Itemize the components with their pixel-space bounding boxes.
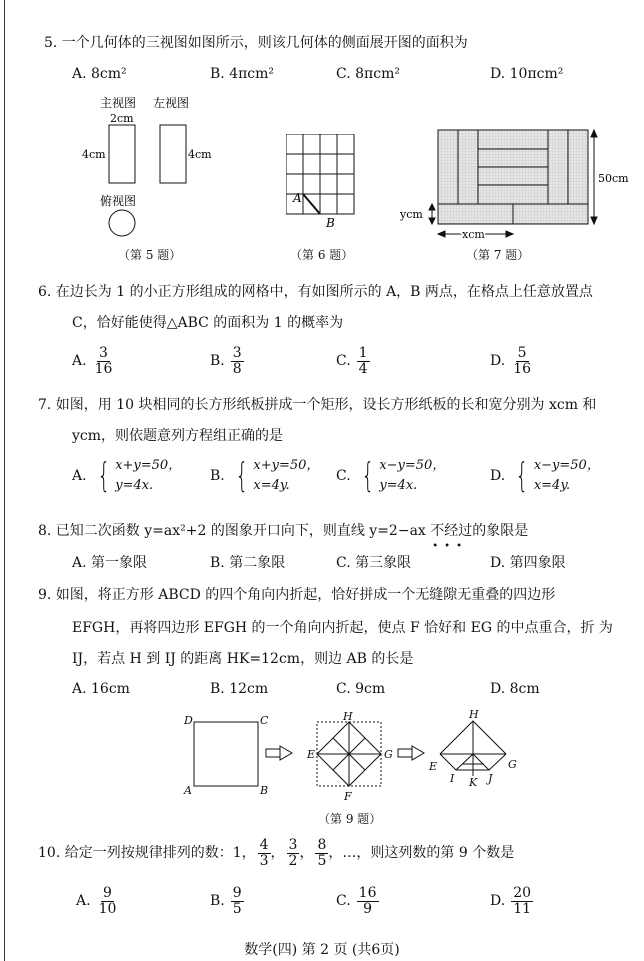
svg-text:K: K — [469, 776, 478, 789]
q9-option-b[interactable]: B. 12cm — [210, 681, 269, 697]
point-a-label: A — [293, 191, 302, 205]
q7-rectangle-figure — [396, 124, 636, 244]
svg-text:A: A — [184, 784, 192, 797]
q9-option-c[interactable]: C. 9cm — [336, 681, 386, 697]
left-view-label: 左视图 — [153, 96, 190, 110]
q10-option-a[interactable]: A. $\frac{9}{10}$ — [76, 885, 117, 917]
svg-text:J: J — [488, 772, 493, 785]
left-view-rect — [160, 125, 186, 183]
q5-option-c[interactable]: C. 8πcm² — [336, 66, 400, 82]
q6-grid-figure — [286, 134, 366, 230]
q9-stem-line3: IJ，若点 H 到 IJ 的距离 HK=12cm，则边 AB 的长是 — [72, 651, 414, 667]
q6-option-d[interactable]: D. $\frac{5}{16}$ — [490, 345, 532, 377]
q9-stem-line2: EFGH，再将四边形 EFGH 的一个角向内折起，使点 F 恰好和 EG 的中点重合，折 为 — [72, 620, 613, 636]
svg-text:E: E — [429, 760, 438, 773]
q6-option-c[interactable]: C. $\frac{1}{4}$ — [336, 345, 368, 377]
page-footer: 数学(四) 第 2 页 (共6页) — [244, 942, 400, 958]
q6-stem-line1: 6. 在边长为 1 的小正方形组成的网格中，有如图所示的 A，B 两点，在格点上任意放置点 — [38, 284, 593, 300]
q7-stem-line2: ycm，则依题意列方程组正确的是 — [72, 428, 284, 444]
y-label: ycm — [400, 208, 423, 221]
q7-option-b[interactable]: B. { x+y=50， x=4y. — [210, 456, 320, 497]
q8-option-c[interactable]: C. 第三象限 — [336, 555, 412, 571]
q5-stem: 5. 一个几何体的三视图如图所示，则该几何体的侧面展开图的面积为 — [44, 35, 468, 51]
q9-option-a[interactable]: A. 16cm — [72, 681, 130, 697]
q9-caption: （第 9 题） — [318, 812, 382, 826]
height-label-left: 4cm — [82, 148, 106, 161]
front-view-rect — [109, 125, 135, 183]
q7-option-c[interactable]: C. { x−y=50， y=4x. — [336, 456, 446, 497]
point-b-label: B — [326, 216, 335, 230]
svg-text:F: F — [344, 790, 352, 803]
q9-stem-line1: 9. 如图，将正方形 ABCD 的四个角向内折起，恰好拼成一个无缝隙无重叠的四边形 — [38, 587, 556, 603]
q6-stem-line2: C，恰好能使得△ABC 的面积为 1 的概率为 — [72, 315, 344, 331]
height-50cm-label: 50cm — [598, 172, 629, 185]
q7-caption: （第 7 题） — [466, 248, 530, 262]
svg-text:E: E — [307, 748, 316, 761]
svg-text:H: H — [343, 710, 353, 723]
svg-text:G: G — [384, 748, 393, 761]
segment-ab — [303, 194, 320, 214]
q8-option-b[interactable]: B. 第二象限 — [210, 555, 286, 571]
q9-option-d[interactable]: D. 8cm — [490, 681, 540, 697]
q6-option-a[interactable]: A. $\frac{3}{16}$ — [72, 345, 113, 377]
q5-caption: （第 5 题） — [118, 248, 182, 262]
q10-option-d[interactable]: D. $\frac{20}{11}$ — [490, 885, 532, 917]
svg-text:D: D — [184, 714, 193, 727]
height-label-right: 4cm — [188, 148, 212, 161]
q7-option-d[interactable]: D. { x−y=50， x=4y. — [490, 456, 600, 497]
q8-emphasis: 不经过 ••• — [430, 523, 473, 552]
q10-option-c[interactable]: C. $\frac{16}{9}$ — [336, 885, 377, 917]
top-view-circle — [109, 210, 135, 236]
q10-stem: 10. 给定一列按规律排列的数：1， $\frac{4}{3}$ ， $\frac{3}{2}$ ， $\frac{8}{5}$ ，…，则这列数的第 9 个数是 — [38, 837, 515, 869]
q5-option-a[interactable]: A. 8cm² — [72, 66, 127, 82]
q5-three-view-figure — [76, 92, 236, 244]
svg-text:G: G — [508, 758, 517, 771]
q7-stem-line1: 7. 如图，用 10 块相同的长方形纸板拼成一个矩形，设长方形纸板的长和宽分别为 xcm 和 — [38, 397, 597, 413]
q9-folding-figure — [176, 708, 526, 808]
q8-option-d[interactable]: D. 第四象限 — [490, 555, 566, 571]
q8-option-a[interactable]: A. 第一象限 — [72, 555, 148, 571]
svg-text:B: B — [260, 784, 269, 797]
top-view-label: 俯视图 — [100, 194, 137, 208]
page-margin-line — [4, 0, 5, 961]
svg-text:H: H — [469, 708, 479, 721]
q6-caption: （第 6 题） — [290, 248, 354, 262]
x-label: xcm — [462, 228, 485, 241]
svg-text:I: I — [450, 772, 455, 785]
q5-option-b[interactable]: B. 4πcm² — [210, 66, 275, 82]
q7-option-a[interactable]: A. { x+y=50， y=4x. — [72, 456, 182, 497]
width-label: 2cm — [110, 112, 134, 125]
svg-text:C: C — [260, 714, 269, 727]
q8-stem: 8. 已知二次函数 y=ax²+2 的图象开口向下，则直线 y=2−ax 不经过 ••• 的象限是 — [38, 523, 529, 552]
square-abcd — [194, 722, 258, 786]
q10-option-b[interactable]: B. $\frac{9}{5}$ — [210, 885, 242, 917]
q5-option-d[interactable]: D. 10πcm² — [490, 66, 564, 82]
front-view-label: 主视图 — [100, 96, 137, 110]
q6-option-b[interactable]: B. $\frac{3}{8}$ — [210, 345, 242, 377]
